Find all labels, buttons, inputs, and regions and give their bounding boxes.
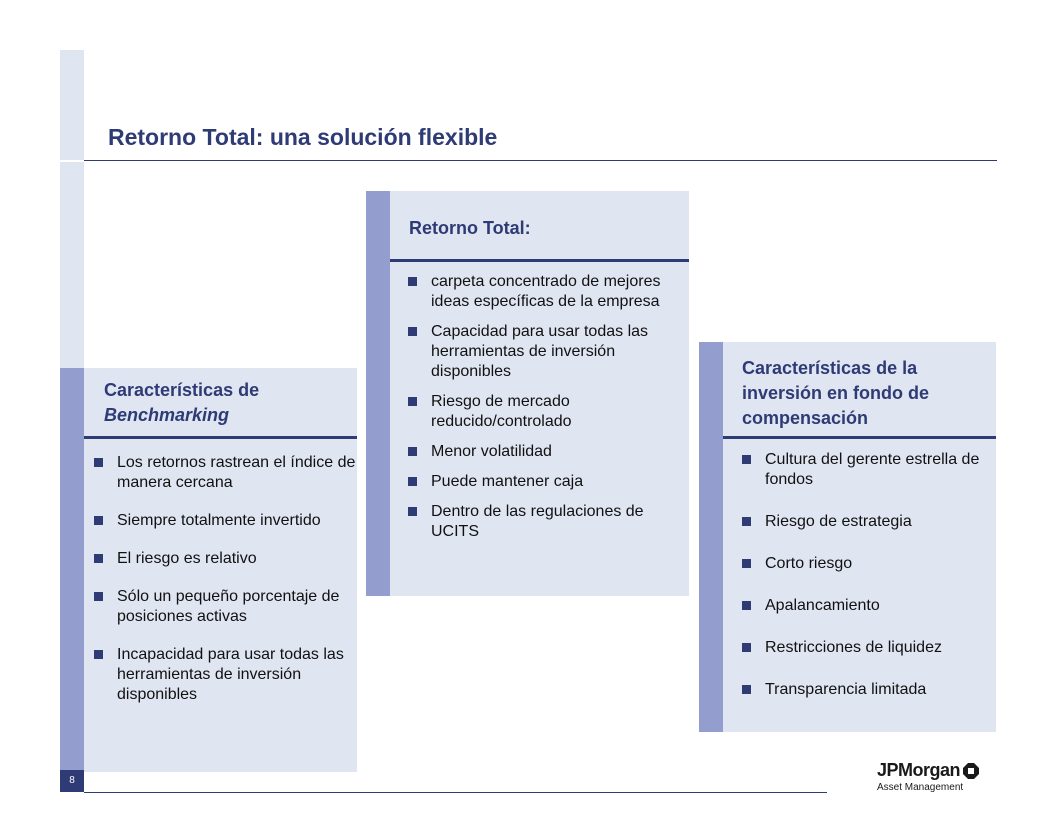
list-item: carpeta concentrado de mejores ideas específicas de la empresa	[408, 272, 680, 312]
list-item: Corto riesgo	[742, 554, 996, 574]
list-item: Puede mantener caja	[408, 472, 680, 492]
total-return-header-divider	[390, 259, 689, 262]
bullet-square-icon	[742, 601, 751, 610]
bullet-square-icon	[408, 447, 417, 456]
hedge-fund-panel-title: Características de la inversión en fondo de compensación	[742, 358, 930, 428]
bullet-square-icon	[742, 559, 751, 568]
benchmarking-panel-title	[104, 378, 349, 428]
bullet-square-icon	[408, 507, 417, 516]
bullet-square-icon	[742, 643, 751, 652]
list-item: Riesgo de estrategia	[742, 512, 996, 532]
bullet-square-icon	[94, 516, 103, 525]
benchmarking-title-line1: Características de	[104, 380, 260, 400]
list-item: Restricciones de liquidez	[742, 638, 996, 658]
total-return-bullet-list	[408, 272, 680, 542]
page-number: 8	[60, 770, 84, 792]
hedge-fund-panel-stripe	[699, 342, 723, 732]
bullet-square-icon	[408, 397, 417, 406]
benchmarking-panel-stripe	[60, 368, 84, 770]
benchmarking-header-divider	[84, 436, 357, 439]
left-accent-bar-top	[60, 50, 84, 160]
bullet-square-icon	[408, 327, 417, 336]
list-item: Incapacidad para usar todas las herramientas de inversión disponibles	[94, 645, 358, 705]
hedge-fund-header-divider	[723, 436, 996, 439]
logo-wordmark: JPMorgan	[877, 760, 961, 780]
title-divider	[84, 160, 997, 161]
list-item: Capacidad para usar todas las herramientas de inversión disponibles	[408, 322, 680, 382]
list-item: Los retornos rastrean el índice de manera cercana	[94, 453, 358, 493]
page-title: Retorno Total: una solución flexible	[108, 124, 498, 150]
list-item: Riesgo de mercado reducido/controlado	[408, 392, 680, 432]
bullet-square-icon	[94, 554, 103, 563]
bullet-square-icon	[742, 517, 751, 526]
list-item: Sólo un pequeño porcentaje de posiciones activas	[94, 587, 358, 627]
bullet-square-icon	[408, 277, 417, 286]
list-item: El riesgo es relativo	[94, 549, 358, 569]
list-item: Transparencia limitada	[742, 680, 996, 700]
list-item: Apalancamiento	[742, 596, 996, 616]
total-return-panel-stripe	[366, 191, 390, 596]
bullet-square-icon	[408, 477, 417, 486]
bullet-square-icon	[94, 458, 103, 467]
benchmarking-title-line2: Benchmarking	[104, 405, 230, 425]
total-return-panel-title: Retorno Total:	[409, 218, 531, 238]
list-item: Cultura del gerente estrella de fondos	[742, 450, 996, 490]
footer-divider	[84, 792, 827, 793]
list-item: Menor volatilidad	[408, 442, 680, 462]
bullet-square-icon	[742, 685, 751, 694]
list-item: Siempre totalmente invertido	[94, 511, 358, 531]
hedge-fund-bullet-list	[742, 450, 996, 700]
list-item: Dentro de las regulaciones de UCITS	[408, 502, 680, 542]
bullet-square-icon	[742, 455, 751, 464]
bullet-square-icon	[94, 592, 103, 601]
logo-subtitle: Asset Management	[877, 782, 964, 793]
benchmarking-bullet-list	[94, 453, 358, 705]
jpmorgan-logo	[877, 760, 979, 793]
bullet-square-icon	[94, 650, 103, 659]
left-accent-bar-middle	[60, 162, 84, 368]
chase-octagon-icon	[963, 763, 979, 779]
